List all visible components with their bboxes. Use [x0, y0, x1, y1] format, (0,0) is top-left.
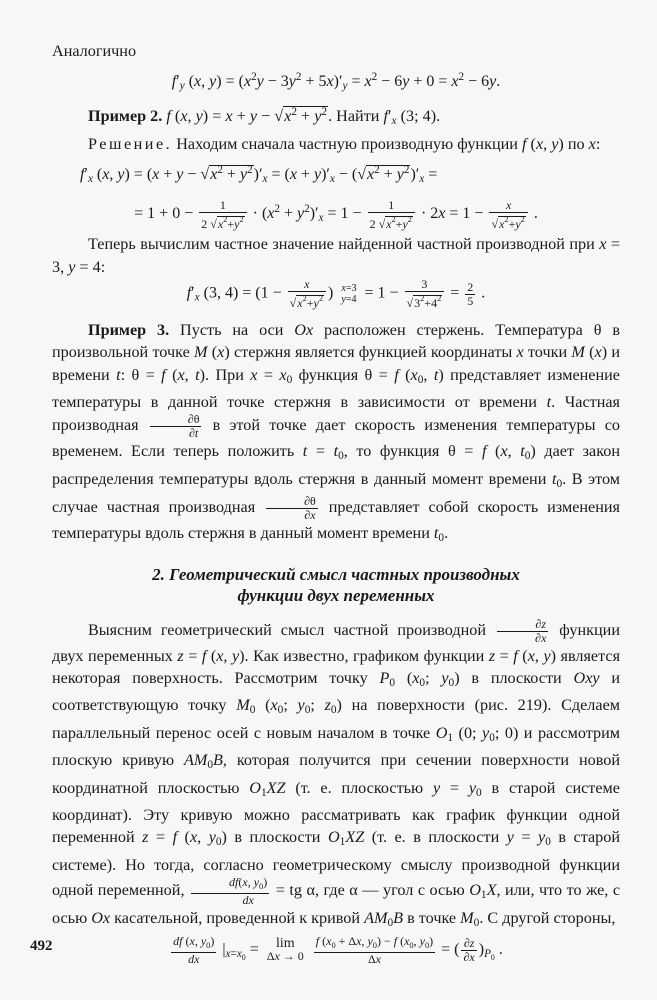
- example-2-statement: Пример 2. f (x, $y) = x + y - √x^2 + y^2$. Найти $f'_x$ (3; 4).: [88, 106, 441, 128]
- textbook-page: [52, 40, 620, 973]
- equation-fx-value: $f'_x$ (3, 4) = (1 − $\frac{x}{√x^2+y^2}$ ) x=3 y=4 = 1 − $\frac{3}{√3^2+4^2}$ = $\frac{2}{5}$ .: [186, 277, 486, 311]
- equation-fx-line2: = 1 + 0 − $\frac{1}{2 √x^2+y^2}$ · $(x^2 + y^2)'_x = 1$ − $\frac{1}{2 √x^2+y^2}$ · 2x = 1 − $\frac{x}{√x^2+y^2}$ .: [134, 197, 538, 231]
- section-body-text: Выясним геометрический смысл частной производной $\frac{\partial z}{\partial x}$ функции двух переменных z = f (x, y). Как известно, графиком функции z = f (x, y) является некоторая поверхность. Рассмотрим точку $P_0$ ($x_0$; $y_0$) в плоскости Oxy и соответствующую точку $M_0$ ($x_0$; $y_0$; $z_0$) на поверхности (рис. 219). Сделаем параллельный перенос осей с новым началом в точке $O_1$ (0; $y_0$; 0) и рассмотрим плоскую кривую $AM_0B$, которая получится при сечении поверхности новой координатной плоскостью $O_1XZ$ (т. е. плоскостью $y = y_0$ в старой системе координат). Эту кривую можно рассматривать как график функции одной переменной z = f (x, $y_0$) в плоскости $O_1XZ$ (т. е. в плоскости $y = y_0$ в старой системе). Но тогда, согласно геометрическому смыслу производной функции одной переменной, $\frac{df(x, y_0)}{dx}$ = tg α, где α — угол с осью $O_1X$, или, что то же, с осью Ox касательной, проведенной к кривой $AM_0B$ в точке $M_0$. С другой стороны,: [52, 616, 621, 930]
- example-3-text: Пример 3. Пусть на оси Ox расположен стержень. Температура θ в произвольной точке M (x) стержня является функцией координаты x точки M (x) и времени t: θ = f (x, t). При $x = x_0$ функция θ = f ($x_0$, t) представляет изменение температуры в данной точке стержня в зависимости от времени t. Частная производная $\frac{\partial\theta}{\partial t}$ в этой точке дает скорость изменения температуры со временем. Если теперь положить $t = t_0$, то функция θ = f (x, $t_0$) дает закон распределения температуры вдоль стержня в данный момент времени $t_0$. В этом случае частная производная $\frac{\partial\theta}{\partial x}$ представляет собой скорость изменения температуры вдоль стержня в данный момент времени $t_0$.: [52, 320, 621, 545]
- compute-value-text: Теперь вычислим частное значение найденной частной производной при x = 3, y = 4:: [52, 235, 620, 276]
- section-heading: 2. Геометрический смысл частных производных функции двух переменных: [152, 564, 520, 605]
- solution-intro: Решение. Находим сначала частную производную функции f (x, y) по x:: [88, 134, 601, 153]
- equation-limit: $\frac{df (x, y_0)}{dx}$ $|_{x=x_0}$ = lim Δx → 0 $\frac{f (x_0 + \Delta x, y_0) - f (x_0, y_0)}{\Delta x}$ = ( $\frac{\partial z}{\partial x}$ )$_{P_0}$ .: [173, 933, 503, 966]
- page-number: 492: [30, 938, 53, 954]
- equation-fx-line1: $f'_x$ (x, $y) = (x + y - √x^2 + y^2)'_x = (x + y)'_x - (√x^2 + y^2)'_x$ =: [80, 164, 438, 186]
- analogically-text: Аналогично: [52, 42, 137, 60]
- equation-fy-derivative: $f'_y$ (x, $y) = (x^2y - 3y^2 + 5x)'_y = x^2 - 6y + 0 = x^2 - 6y$.: [171, 71, 501, 93]
